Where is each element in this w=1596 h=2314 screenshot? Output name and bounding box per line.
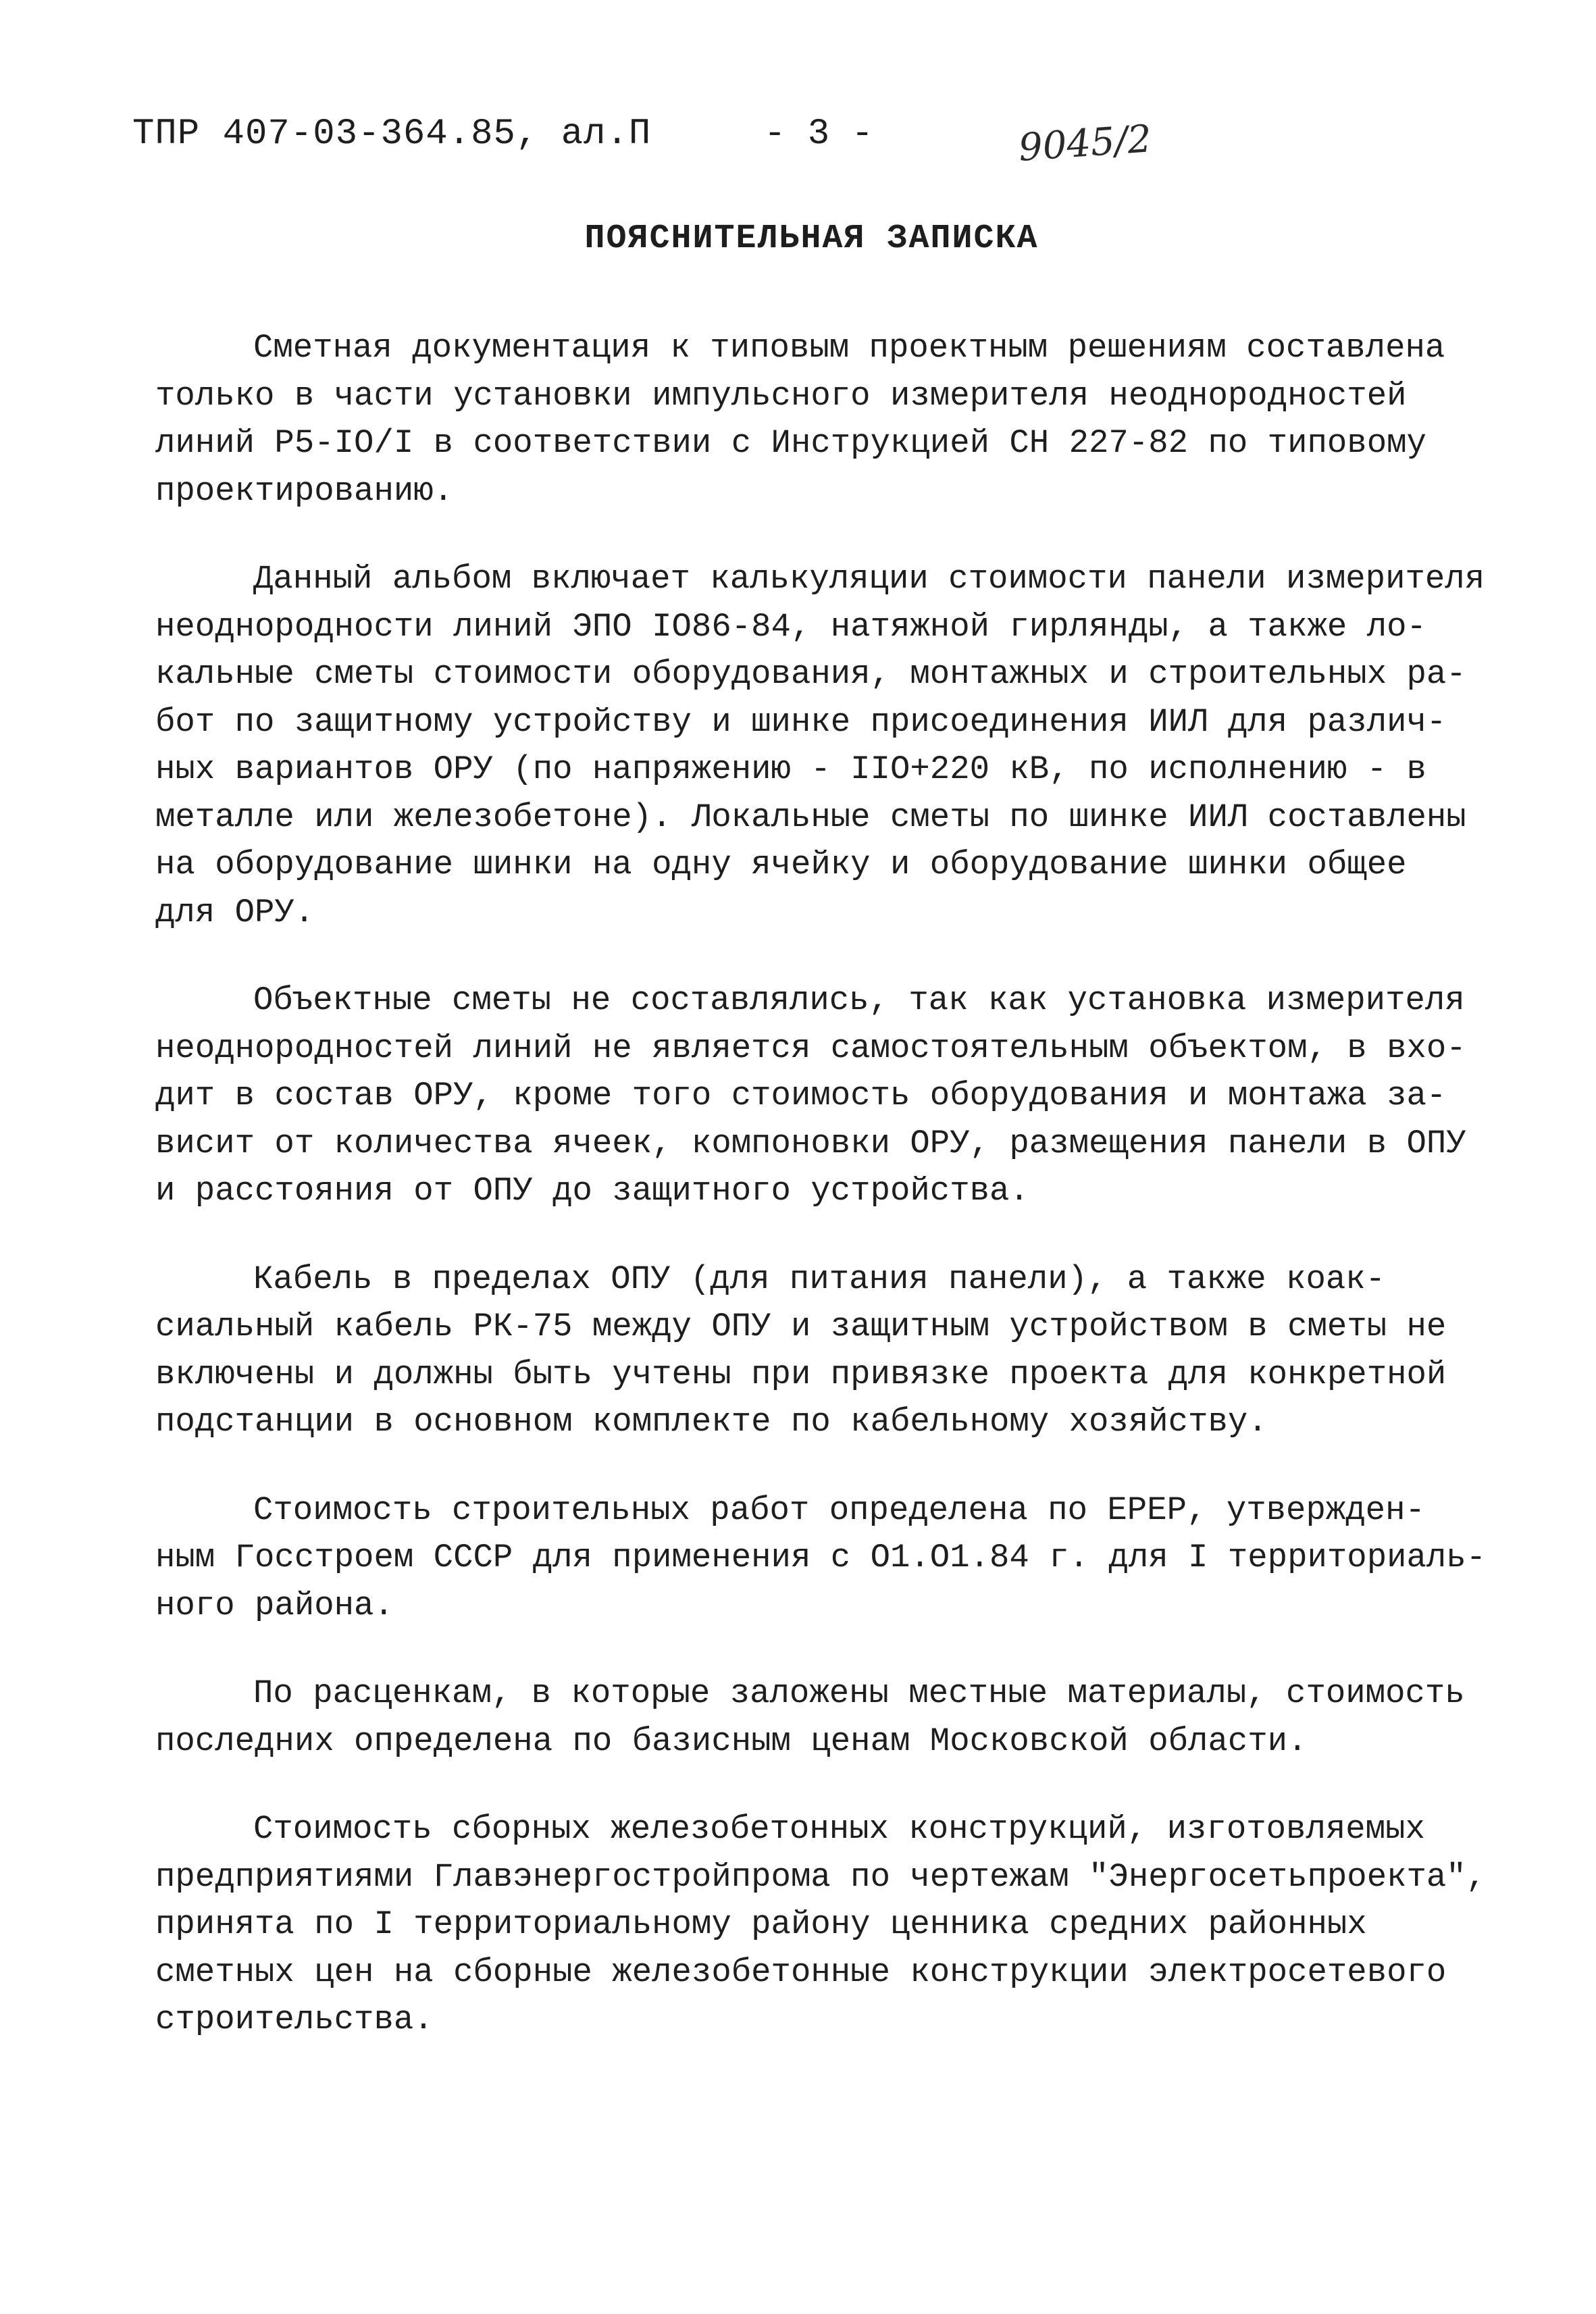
paragraph-line: сметных цен на сборные железобетонные конструкции электросетевого [155, 1953, 1447, 1991]
paragraph-line: строительства. [155, 2001, 434, 2038]
paragraph-line: металле или железобетоне). Локальные сметы по шинке ИИЛ составлены [155, 798, 1466, 836]
page-header [132, 113, 1449, 168]
paragraph-scope [155, 324, 1459, 515]
paragraph-line: висит от количества ячеек, компоновки ОРУ, размещения панели в ОПУ [155, 1124, 1466, 1162]
paragraph-cable [155, 1256, 1459, 1446]
paragraph-line: Стоимость сборных железобетонных конструкций, изготовляемых [253, 1810, 1425, 1848]
paragraph-spacer [155, 936, 1459, 977]
paragraph-line: последних определена по базисным ценам Московской области. [155, 1722, 1308, 1760]
paragraph-line: По расценкам, в которые заложены местные материалы, стоимость [253, 1674, 1465, 1712]
paragraph-line: кальные сметы стоимости оборудования, монтажных и строительных ра- [155, 655, 1466, 693]
page-title: ПОЯСНИТЕЛЬНАЯ ЗАПИСКА [584, 220, 1039, 258]
paragraph-line: проектированию. [155, 471, 454, 510]
handwritten-archive-number: 9045/2 [1016, 117, 1154, 170]
paragraph-line: неоднородностей линий не является самостоятельным объектом, в вхо- [155, 1029, 1466, 1067]
paragraph-line: предприятиями Главэнергостройпрома по чертежам "Энергосетьпроекта", [155, 1857, 1487, 1896]
paragraph-spacer [155, 1765, 1459, 1805]
paragraph-album-contents [155, 555, 1485, 936]
paragraph-construction-cost [155, 1487, 1487, 1630]
paragraph-line: подстанции в основном комплекте по кабельному хозяйству. [155, 1403, 1268, 1441]
paragraph-line: Кабель в пределах ОПУ (для питания панели), а также коак- [253, 1260, 1386, 1298]
paragraph-local-materials [155, 1670, 1465, 1765]
paragraph-precast-concrete [155, 1805, 1487, 2044]
paragraph-line: неоднородности линий ЭПО IО86-84, натяжной гирлянды, а также ло- [155, 607, 1426, 646]
page-number: - 3 - [764, 113, 874, 155]
paragraph-line: ным Госстроем СССР для применения с О1.О1.84 г. для I территориаль- [155, 1539, 1487, 1576]
paragraph-line: дит в состав ОРУ, кроме того стоимость оборудования и монтажа за- [155, 1077, 1447, 1114]
paragraph-line: Сметная документация к типовым проектным решениям составлена [253, 329, 1445, 367]
paragraph-line: Данный альбом включает калькуляции стоимости панели измерителя [253, 560, 1485, 598]
paragraph-line: бот по защитному устройству и шинке присоединения ИИЛ для различ- [155, 702, 1447, 741]
paragraph-object-estimates [155, 977, 1466, 1215]
explanatory-note-body [155, 324, 1487, 2044]
paragraph-spacer [155, 1446, 1459, 1487]
paragraph-spacer [155, 1215, 1459, 1256]
paragraph-line: ного района. [155, 1586, 394, 1624]
document-code: ТПР 407-03-364.85, ал.П [132, 113, 652, 155]
paragraph-spacer [155, 1629, 1459, 1670]
paragraph-line: для ОРУ. [155, 893, 315, 931]
paragraph-line: только в части установки импульсного измерителя неоднородностей [155, 376, 1407, 415]
paragraph-line: Объектные сметы не составлялись, так как установка измерителя [253, 981, 1465, 1019]
paragraph-line: и расстояния от ОПУ до защитного устройства. [155, 1172, 1029, 1210]
paragraph-line: включены и должны быть учтены при привязке проекта для конкретной [155, 1355, 1447, 1393]
paragraph-line: Стоимость строительных работ определена по ЕРЕР, утвержден- [253, 1491, 1425, 1529]
paragraph-line: ных вариантов ОРУ (по напряжению - IIО+220 кВ, по исполнению - в [155, 750, 1426, 788]
paragraph-line: на оборудование шинки на одну ячейку и оборудование шинки общее [155, 846, 1407, 883]
paragraph-spacer [155, 515, 1459, 555]
paragraph-line: сиальный кабель РК-75 между ОПУ и защитным устройством в сметы не [155, 1308, 1447, 1345]
paragraph-line: линий Р5-IО/I в соответствии с Инструкцией СН 227-82 по типовому [155, 424, 1426, 462]
paragraph-line: принята по I территориальному району ценника средних районных [155, 1905, 1367, 1943]
